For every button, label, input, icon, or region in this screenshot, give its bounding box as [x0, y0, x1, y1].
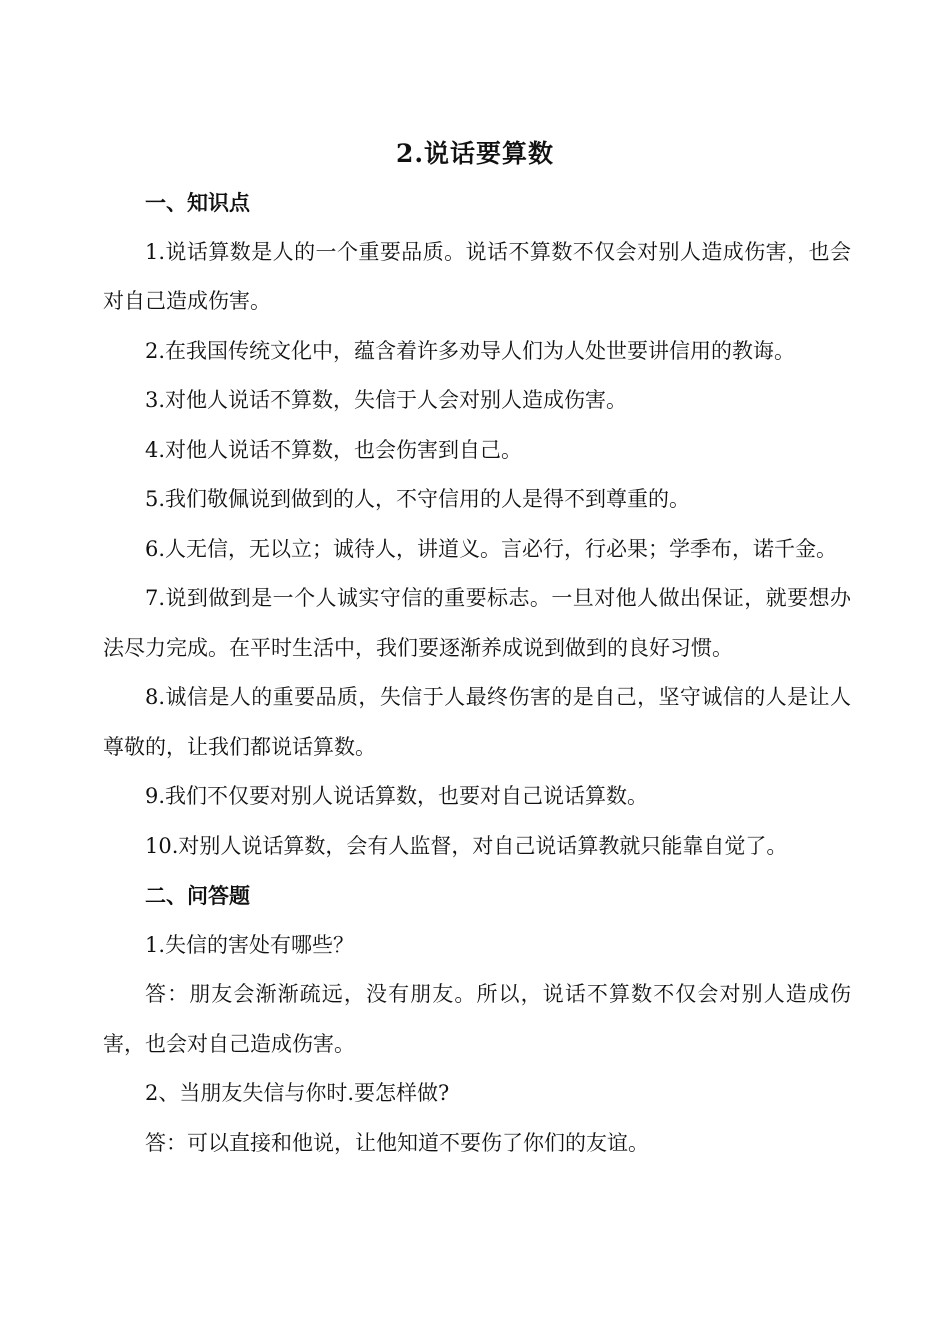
question-2: 2、当朋友失信与你时.要怎样做?	[145, 1081, 450, 1105]
section-heading-qa: 二、问答题	[145, 883, 250, 908]
knowledge-item-3: 3.对他人说话不算数，失信于人会对别人造成伤害。	[145, 388, 628, 412]
knowledge-item-2: 2.在我国传统文化中，蕴含着许多劝导人们为人处世要讲信用的教诲。	[145, 338, 796, 363]
knowledge-item-4: 4.对他人说话不算数，也会伤害到自己。	[145, 437, 523, 462]
answer-2: 答：可以直接和他说，让他知道不要伤了你们的友谊。	[145, 1130, 649, 1155]
document-body	[103, 178, 851, 1168]
knowledge-item-9: 9.我们不仅要对别人说话算数，也要对自己说话算数。	[145, 784, 649, 808]
document-title: 2.说话要算数	[395, 139, 555, 168]
section-heading-knowledge: 一、知识点	[145, 190, 250, 215]
question-1: 1.失信的害处有哪些？	[145, 932, 355, 957]
knowledge-item-7: 7.说到做到是一个人诚实守信的重要标志。一旦对他人做出保证，就要想办法尽力完成。在平时生活中，我们要逐渐养成说到做到的良好习惯。	[103, 586, 851, 660]
knowledge-item-8: 8.诚信是人的重要品质，失信于人最终伤害的是自己，坚守诚信的人是让人尊敬的，让我们都说话算数。	[103, 685, 851, 759]
knowledge-item-5: 5.我们敬佩说到做到的人，不守信用的人是得不到尊重的。	[145, 487, 691, 511]
knowledge-item-1: 1.说话算数是人的一个重要品质。说话不算数不仅会对别人造成伤害，也会对自己造成伤害。	[103, 239, 851, 313]
answer-1: 答：朋友会渐渐疏远，没有朋友。所以，说话不算数不仅会对别人造成伤害，也会对自己造成伤害。	[103, 982, 851, 1056]
knowledge-item-10: 10.对别人说话算数，会有人监督，对自己说话算教就只能靠自觉了。	[145, 833, 788, 858]
knowledge-item-6: 6.人无信，无以立；诚待人，讲道义。言必行，行必果；学季布，诺千金。	[145, 536, 838, 561]
